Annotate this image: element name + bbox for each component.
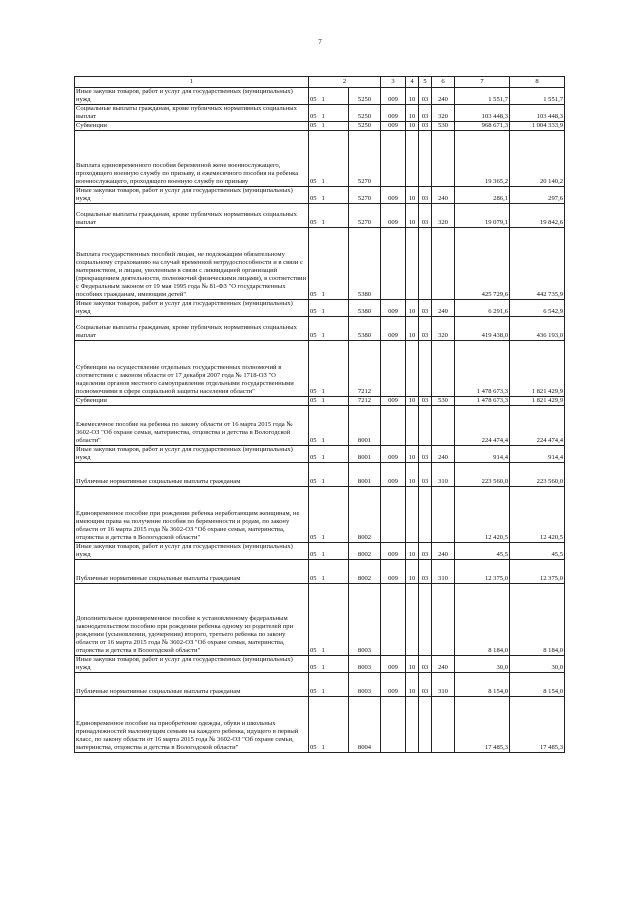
code-rz: 10 <box>406 300 419 317</box>
code-gs: 05 <box>309 105 321 122</box>
code-gs: 05 <box>309 406 321 446</box>
code-vr <box>381 406 406 446</box>
code-gs: 05 <box>309 204 321 228</box>
row-name: Социальные выплаты гражданам, кроме публичных нормативных социальных выплат <box>75 204 309 228</box>
code-vr: 009 <box>381 543 406 560</box>
amount-col-8: 1 551,7 <box>510 88 565 105</box>
amount-col-8: 20 140,2 <box>510 131 565 187</box>
row-name: Выплата единовременного пособия беременной жене военнослужащего, проходящего военную службу по призыву, и ежемесячного пособия на ребенка военнослужащего, проходящего военную службу по призыву <box>75 131 309 187</box>
row-name: Дополнительное единовременное пособие к установленному федеральным законодательством пособию при рождении ребенка одному из родителей при рождении (усыновлении, удочерении) второго, третьего ребенка по закону области от 16 марта 2015 года № 3602-ОЗ "Об охране семьи, материнства, отцовства и детства в Вологодской области" <box>75 584 309 656</box>
code-vd: 240 <box>432 187 455 204</box>
code-cs: 8003 <box>349 656 381 673</box>
amount-col-7: 1 478 673,3 <box>455 397 510 406</box>
table-row <box>75 463 565 487</box>
row-name: Публичные нормативные социальные выплаты гражданам <box>75 560 309 584</box>
code-vd <box>432 406 455 446</box>
code-vr: 009 <box>381 673 406 697</box>
code-rz: 10 <box>406 543 419 560</box>
amount-col-7: 12 375,0 <box>455 560 510 584</box>
code-pr: 03 <box>419 204 432 228</box>
code-cs: 8001 <box>349 406 381 446</box>
code-pr <box>419 228 432 300</box>
code-vd: 320 <box>432 204 455 228</box>
code-pr: 03 <box>419 397 432 406</box>
amount-col-7: 6 291,6 <box>455 300 510 317</box>
amount-col-7: 224 474,4 <box>455 406 510 446</box>
code-ps: 1 <box>321 446 349 463</box>
code-vr: 009 <box>381 88 406 105</box>
code-ps: 1 <box>321 228 349 300</box>
code-cs: 8003 <box>349 584 381 656</box>
code-cs: 5380 <box>349 300 381 317</box>
code-cs: 8003 <box>349 673 381 697</box>
table-row <box>75 204 565 228</box>
code-cs: 8004 <box>349 697 381 753</box>
code-pr <box>419 487 432 543</box>
code-vr <box>381 228 406 300</box>
table-row <box>75 300 565 317</box>
code-cs: 8002 <box>349 543 381 560</box>
code-vr <box>381 697 406 753</box>
amount-col-8: 224 474,4 <box>510 406 565 446</box>
code-gs: 05 <box>309 187 321 204</box>
amount-col-8: 442 735,9 <box>510 228 565 300</box>
code-gs: 05 <box>309 673 321 697</box>
code-rz: 10 <box>406 397 419 406</box>
code-cs: 5270 <box>349 204 381 228</box>
code-ps: 1 <box>321 300 349 317</box>
code-vd: 240 <box>432 300 455 317</box>
code-ps: 1 <box>321 463 349 487</box>
table-row <box>75 122 565 131</box>
page-number: 7 <box>318 38 322 46</box>
code-gs: 05 <box>309 584 321 656</box>
code-cs: 5250 <box>349 105 381 122</box>
code-rz: 10 <box>406 656 419 673</box>
row-name: Публичные нормативные социальные выплаты гражданам <box>75 673 309 697</box>
amount-col-7: 286,1 <box>455 187 510 204</box>
amount-col-7: 968 671,3 <box>455 122 510 131</box>
amount-col-8: 45,5 <box>510 543 565 560</box>
code-gs: 05 <box>309 656 321 673</box>
table-row <box>75 397 565 406</box>
code-pr: 03 <box>419 317 432 341</box>
code-pr: 03 <box>419 543 432 560</box>
code-ps: 1 <box>321 656 349 673</box>
code-rz <box>406 406 419 446</box>
amount-col-7: 8 184,0 <box>455 584 510 656</box>
table-row <box>75 543 565 560</box>
row-name: Иные закупки товаров, работ и услуг для государственных (муниципальных) нужд <box>75 300 309 317</box>
row-name: Субвенции на осуществление отдельных государственных полномочий в соответствии с законом области от 17 декабря 2007 года № 1718-ОЗ "О наделении органов местного самоуправления отдельными государственными полномочиями в сфере социальной защиты населения области" <box>75 341 309 397</box>
code-gs: 05 <box>309 560 321 584</box>
code-cs: 8002 <box>349 560 381 584</box>
amount-col-8: 1 821 429,9 <box>510 397 565 406</box>
code-cs: 5250 <box>349 122 381 131</box>
code-cs: 8002 <box>349 487 381 543</box>
amount-col-8: 436 193,0 <box>510 317 565 341</box>
code-rz: 10 <box>406 673 419 697</box>
code-ps: 1 <box>321 341 349 397</box>
code-ps: 1 <box>321 397 349 406</box>
code-rz: 10 <box>406 187 419 204</box>
amount-col-7: 12 420,5 <box>455 487 510 543</box>
code-vd: 310 <box>432 560 455 584</box>
amount-col-7: 103 448,3 <box>455 105 510 122</box>
code-rz: 10 <box>406 463 419 487</box>
code-vr: 009 <box>381 204 406 228</box>
code-pr: 03 <box>419 88 432 105</box>
table-row <box>75 487 565 543</box>
code-vd <box>432 341 455 397</box>
code-gs: 05 <box>309 341 321 397</box>
amount-col-7: 30,0 <box>455 656 510 673</box>
header-col-2: 2 <box>309 77 381 88</box>
code-gs: 05 <box>309 300 321 317</box>
table-row <box>75 560 565 584</box>
code-cs: 7212 <box>349 397 381 406</box>
code-vr: 009 <box>381 187 406 204</box>
code-vr: 009 <box>381 446 406 463</box>
code-ps: 1 <box>321 543 349 560</box>
code-pr: 03 <box>419 656 432 673</box>
code-vr: 009 <box>381 122 406 131</box>
amount-col-8: 30,0 <box>510 656 565 673</box>
code-pr: 03 <box>419 463 432 487</box>
code-rz: 10 <box>406 122 419 131</box>
code-rz: 10 <box>406 105 419 122</box>
code-vd: 310 <box>432 463 455 487</box>
code-vd <box>432 228 455 300</box>
amount-col-8: 1 004 333,9 <box>510 122 565 131</box>
amount-col-7: 17 485,3 <box>455 697 510 753</box>
code-cs: 8001 <box>349 446 381 463</box>
code-rz: 10 <box>406 446 419 463</box>
row-name: Иные закупки товаров, работ и услуг для государственных (муниципальных) нужд <box>75 543 309 560</box>
code-vd <box>432 131 455 187</box>
amount-col-8: 297,6 <box>510 187 565 204</box>
header-col-4: 4 <box>406 77 419 88</box>
row-name: Иные закупки товаров, работ и услуг для государственных (муниципальных) нужд <box>75 187 309 204</box>
code-vr <box>381 341 406 397</box>
table-row <box>75 88 565 105</box>
code-pr <box>419 697 432 753</box>
code-vr: 009 <box>381 463 406 487</box>
code-rz <box>406 487 419 543</box>
code-pr: 03 <box>419 560 432 584</box>
amount-col-7: 419 438,0 <box>455 317 510 341</box>
code-gs: 05 <box>309 122 321 131</box>
table-row <box>75 105 565 122</box>
table-row <box>75 228 565 300</box>
table-row <box>75 673 565 697</box>
code-ps: 1 <box>321 673 349 697</box>
code-gs: 05 <box>309 487 321 543</box>
code-vr <box>381 487 406 543</box>
table-header-row <box>75 77 565 88</box>
amount-col-8: 103 448,3 <box>510 105 565 122</box>
amount-col-8: 8 154,0 <box>510 673 565 697</box>
header-col-6: 6 <box>432 77 455 88</box>
table-row <box>75 406 565 446</box>
code-cs: 5250 <box>349 88 381 105</box>
table-row <box>75 446 565 463</box>
code-vd: 530 <box>432 122 455 131</box>
code-rz: 10 <box>406 317 419 341</box>
code-vd: 240 <box>432 656 455 673</box>
amount-col-7: 19 079,1 <box>455 204 510 228</box>
code-rz: 10 <box>406 204 419 228</box>
code-ps: 1 <box>321 88 349 105</box>
table-row <box>75 317 565 341</box>
code-pr <box>419 341 432 397</box>
row-name: Единовременное пособие при рождении ребенка неработающим женщинам, не имеющим права на получение пособия по беременности и родам, по закону области от 16 марта 2015 года № 3602-ОЗ "Об охране семьи, материнства, отцовства и детства в Вологодской области" <box>75 487 309 543</box>
code-vd <box>432 584 455 656</box>
code-vd: 240 <box>432 543 455 560</box>
amount-col-7: 1 478 673,3 <box>455 341 510 397</box>
code-pr: 03 <box>419 673 432 697</box>
code-ps: 1 <box>321 560 349 584</box>
table-row <box>75 187 565 204</box>
code-pr: 03 <box>419 122 432 131</box>
amount-col-8: 914,4 <box>510 446 565 463</box>
row-name: Субвенции <box>75 122 309 131</box>
code-vr <box>381 131 406 187</box>
code-vd: 320 <box>432 105 455 122</box>
amount-col-7: 425 729,6 <box>455 228 510 300</box>
row-name: Социальные выплаты гражданам, кроме публичных нормативных социальных выплат <box>75 105 309 122</box>
code-vr: 009 <box>381 317 406 341</box>
code-vr: 009 <box>381 560 406 584</box>
amount-col-7: 8 154,0 <box>455 673 510 697</box>
row-name: Иные закупки товаров, работ и услуг для государственных (муниципальных) нужд <box>75 88 309 105</box>
code-ps: 1 <box>321 317 349 341</box>
budget-table <box>74 76 565 753</box>
code-pr: 03 <box>419 446 432 463</box>
code-ps: 1 <box>321 187 349 204</box>
row-name: Единовременное пособие на приобретение одежды, обуви и школьных принадлежностей малоимущим семьям на каждого ребенка, идущего в первый класс, по закону области от 16 марта 2015 года № 3602-ОЗ "Об охране семьи, материнства, отцовства и детства в Вологодской области" <box>75 697 309 753</box>
header-col-3: 3 <box>381 77 406 88</box>
code-cs: 7212 <box>349 341 381 397</box>
code-gs: 05 <box>309 397 321 406</box>
header-col-1: 1 <box>75 77 309 88</box>
amount-col-8: 12 375,0 <box>510 560 565 584</box>
code-vd: 310 <box>432 673 455 697</box>
code-cs: 8001 <box>349 463 381 487</box>
code-ps: 1 <box>321 105 349 122</box>
code-pr <box>419 131 432 187</box>
amount-col-8: 19 842,6 <box>510 204 565 228</box>
code-ps: 1 <box>321 584 349 656</box>
code-vr: 009 <box>381 656 406 673</box>
amount-col-8: 17 485,3 <box>510 697 565 753</box>
code-ps: 1 <box>321 406 349 446</box>
code-gs: 05 <box>309 228 321 300</box>
code-pr: 03 <box>419 300 432 317</box>
code-pr <box>419 584 432 656</box>
amount-col-8: 8 184,0 <box>510 584 565 656</box>
code-rz <box>406 584 419 656</box>
code-rz <box>406 131 419 187</box>
table-row <box>75 341 565 397</box>
row-name: Выплата государственных пособий лицам, не подлежащим обязательному социальному страхованию на случай временной нетрудоспособности и в связи с материнством, и лицам, уволенным в связи с ликвидацией организаций (прекращением деятельности, полномочий физическими лицами), в соответствии с Федеральным законом от 19 мая 1995 года № 81-ФЗ "О государственных пособиях гражданам, имеющим детей" <box>75 228 309 300</box>
amount-col-7: 45,5 <box>455 543 510 560</box>
code-vd: 320 <box>432 317 455 341</box>
code-rz: 10 <box>406 560 419 584</box>
code-pr: 03 <box>419 105 432 122</box>
code-ps: 1 <box>321 204 349 228</box>
row-name: Социальные выплаты гражданам, кроме публичных нормативных социальных выплат <box>75 317 309 341</box>
code-vd: 530 <box>432 397 455 406</box>
row-name: Публичные нормативные социальные выплаты гражданам <box>75 463 309 487</box>
code-vd <box>432 697 455 753</box>
code-pr: 03 <box>419 187 432 204</box>
row-name: Ежемесячное пособие на ребенка по закону области от 16 марта 2015 года № 3602-ОЗ "Об охране семьи, материнства, отцовства и детства в Вологодской области" <box>75 406 309 446</box>
code-rz <box>406 697 419 753</box>
header-col-7: 7 <box>455 77 510 88</box>
code-ps: 1 <box>321 487 349 543</box>
code-rz <box>406 228 419 300</box>
code-gs: 05 <box>309 131 321 187</box>
code-vd: 240 <box>432 88 455 105</box>
code-gs: 05 <box>309 317 321 341</box>
code-vr: 009 <box>381 300 406 317</box>
amount-col-7: 914,4 <box>455 446 510 463</box>
code-cs: 5380 <box>349 317 381 341</box>
row-name: Субвенции <box>75 397 309 406</box>
code-gs: 05 <box>309 543 321 560</box>
code-gs: 05 <box>309 463 321 487</box>
row-name: Иные закупки товаров, работ и услуг для государственных (муниципальных) нужд <box>75 656 309 673</box>
table-row <box>75 697 565 753</box>
code-rz <box>406 341 419 397</box>
amount-col-7: 223 560,0 <box>455 463 510 487</box>
amount-col-8: 223 560,0 <box>510 463 565 487</box>
amount-col-8: 12 420,5 <box>510 487 565 543</box>
code-gs: 05 <box>309 446 321 463</box>
code-ps: 1 <box>321 697 349 753</box>
amount-col-8: 1 821 429,9 <box>510 341 565 397</box>
row-name: Иные закупки товаров, работ и услуг для государственных (муниципальных) нужд <box>75 446 309 463</box>
code-vr: 009 <box>381 105 406 122</box>
amount-col-7: 1 551,7 <box>455 88 510 105</box>
code-gs: 05 <box>309 88 321 105</box>
code-vr <box>381 584 406 656</box>
table-row <box>75 131 565 187</box>
code-cs: 5270 <box>349 131 381 187</box>
amount-col-7: 19 365,2 <box>455 131 510 187</box>
code-cs: 5270 <box>349 187 381 204</box>
header-col-8: 8 <box>510 77 565 88</box>
code-ps: 1 <box>321 131 349 187</box>
code-pr <box>419 406 432 446</box>
header-col-5: 5 <box>419 77 432 88</box>
code-vd: 240 <box>432 446 455 463</box>
table-row <box>75 656 565 673</box>
code-vr: 009 <box>381 397 406 406</box>
code-vd <box>432 487 455 543</box>
code-cs: 5380 <box>349 228 381 300</box>
table-row <box>75 584 565 656</box>
code-gs: 05 <box>309 697 321 753</box>
code-rz: 10 <box>406 88 419 105</box>
code-ps: 1 <box>321 122 349 131</box>
amount-col-8: 6 542,9 <box>510 300 565 317</box>
